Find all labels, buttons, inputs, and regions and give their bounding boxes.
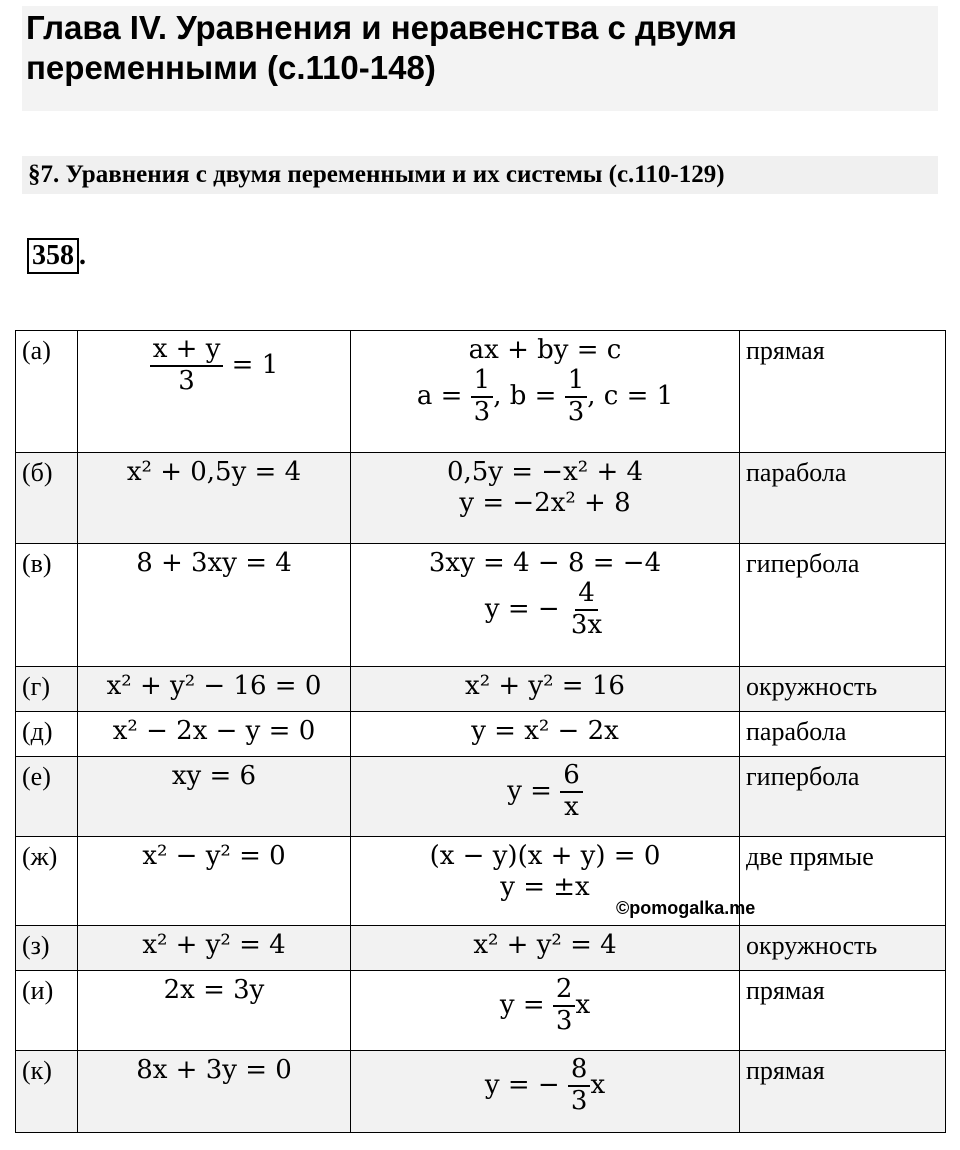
row-label: (г) [16, 667, 78, 712]
transform-line: (x − y)(x + y) = 0 [429, 841, 661, 871]
fraction-numerator: 8 [568, 1055, 591, 1087]
fraction [150, 335, 224, 397]
fraction-denominator: 3 [473, 397, 491, 428]
row-label: (а) [16, 331, 78, 453]
fraction-prefix: y = − [484, 1069, 560, 1100]
row-label: (б) [16, 453, 78, 544]
fraction-denominator: x [564, 791, 579, 822]
row-label: (и) [16, 971, 78, 1051]
fraction [471, 366, 494, 428]
fraction [560, 761, 583, 823]
row-label: (з) [16, 926, 78, 971]
chapter-title-line1: Глава IV. Уравнения и неравенства с двумя [26, 9, 738, 46]
transform-cell [351, 1051, 740, 1133]
table-row [16, 667, 946, 712]
equation-cell: x² − 2x − y = 0 [78, 712, 351, 757]
table-row [16, 971, 946, 1051]
equation-rhs: = 1 [231, 349, 279, 380]
row-label: (в) [16, 544, 78, 667]
curve-type: прямая [740, 331, 946, 453]
curve-type: парабола [740, 453, 946, 544]
task-number-box: 358 [27, 238, 79, 274]
fraction-numerator: 1 [565, 366, 588, 398]
fraction-numerator: 1 [471, 366, 494, 398]
equation-cell: x² + y² = 4 [78, 926, 351, 971]
table-row [16, 453, 946, 544]
transform-cell [351, 453, 740, 544]
fraction-numerator: 4 [575, 579, 598, 611]
fraction-denominator: 3 [567, 397, 585, 428]
fraction [565, 366, 588, 428]
row-label: (д) [16, 712, 78, 757]
fraction-denominator: 3x [570, 610, 603, 641]
table-row [16, 757, 946, 837]
curve-type: гипербола [740, 757, 946, 837]
chapter-title-line2: переменными (с.110-148) [26, 48, 436, 86]
coef-a-label: a = [416, 381, 463, 412]
equation-cell: 8 + 3xy = 4 [78, 544, 351, 667]
equation-cell [78, 331, 351, 453]
coef-b-label: , b = [493, 381, 557, 412]
table-row [16, 331, 946, 453]
equation-cell: xy = 6 [78, 757, 351, 837]
table-row [16, 1051, 946, 1133]
fraction-suffix: x [590, 1069, 606, 1100]
table-row [16, 712, 946, 757]
table-row [16, 544, 946, 667]
transform-cell: x² + y² = 16 [351, 667, 740, 712]
row-label: (е) [16, 757, 78, 837]
fraction-prefix: y = − [484, 594, 560, 625]
task-number-dot: . [79, 240, 86, 271]
watermark: ©pomogalka.me [616, 898, 756, 918]
transform-cell [351, 544, 740, 667]
equation-cell: 2x = 3y [78, 971, 351, 1051]
task-number [27, 238, 86, 274]
transform-cell [351, 331, 740, 453]
fraction-numerator: x + y [150, 335, 224, 367]
section-heading [22, 156, 938, 194]
chapter-title [26, 8, 926, 87]
transform-line [357, 366, 733, 428]
equation-cell: x² − y² = 0 [78, 837, 351, 926]
transform-line: 0,5y = −x² + 4 [446, 457, 644, 487]
equations-table [15, 330, 946, 1133]
curve-type: парабола [740, 712, 946, 757]
fraction-denominator: 3 [178, 365, 195, 396]
equation-cell: x² + 0,5y = 4 [78, 453, 351, 544]
fraction [553, 975, 576, 1037]
transform-line: 3xy = 4 − 8 = −4 [428, 548, 662, 578]
transform-line: y = −2x² + 8 [459, 488, 631, 519]
fraction [568, 1055, 591, 1117]
coef-c-label: , c = 1 [587, 381, 674, 412]
equation-cell: x² + y² − 16 = 0 [78, 667, 351, 712]
fraction-denominator: 3 [555, 1005, 573, 1036]
transform-cell [351, 757, 740, 837]
transform-line: y = ±x [500, 872, 590, 903]
transform-line [357, 579, 733, 641]
transform-line: ax + by = c [468, 335, 622, 365]
section-title: §7. Уравнения с двумя переменными и их системы (с.110-129) [28, 161, 725, 188]
transform-cell: x² + y² = 4 [351, 926, 740, 971]
transform-cell [351, 971, 740, 1051]
chapter-heading [22, 6, 938, 111]
fraction-prefix: y = [507, 775, 552, 806]
fraction-numerator: 2 [553, 975, 576, 1007]
fraction-denominator: 3 [570, 1085, 588, 1116]
transform-cell: y = x² − 2x [351, 712, 740, 757]
row-label: (к) [16, 1051, 78, 1133]
fraction-prefix: y = [499, 989, 545, 1020]
curve-type: гипербола [740, 544, 946, 667]
curve-type: прямая [740, 971, 946, 1051]
curve-type: окружность [740, 667, 946, 712]
equation-cell: 8x + 3y = 0 [78, 1051, 351, 1133]
fraction-numerator: 6 [560, 761, 583, 793]
table-row [16, 837, 946, 926]
row-label: (ж) [16, 837, 78, 926]
curve-type: прямая [740, 1051, 946, 1133]
curve-type: две прямые [740, 837, 946, 926]
curve-type: окружность [740, 926, 946, 971]
fraction-suffix: x [575, 989, 591, 1020]
fraction [568, 579, 605, 641]
table-row [16, 926, 946, 971]
